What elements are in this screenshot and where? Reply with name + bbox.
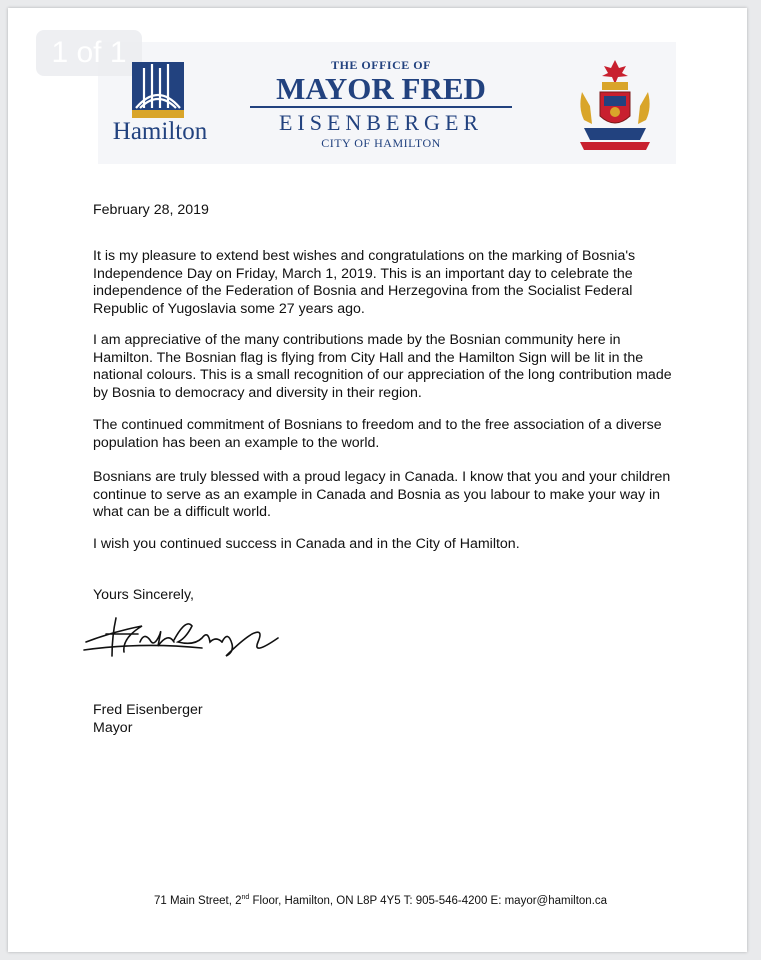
hamilton-logo-text: Hamilton bbox=[112, 118, 208, 145]
letter-paragraph: I wish you continued success in Canada and in the City of Hamilton. bbox=[93, 536, 520, 553]
city-line: CITY OF HAMILTON bbox=[321, 136, 441, 150]
letter-paragraph: It is my pleasure to extend best wishes and congratulations on the marking of Bosnia's Independence Day on Friday, March 1, 2019. This is an important day to celebrate the independence of the Federation of Bosnia and Herzegovina from the Socialist Federal Republic of Yugoslavia some 27 years ago. bbox=[93, 248, 636, 317]
mayor-letterhead-title bbox=[250, 58, 512, 151]
letter-paragraph: The continued commitment of Bosnians to freedom and to the free association of a diverse population has been an example to the world. bbox=[93, 417, 662, 451]
mayor-line: MAYOR FRED bbox=[276, 71, 486, 106]
office-line: THE OFFICE OF bbox=[331, 58, 431, 72]
letter-closing: Yours Sincerely, bbox=[93, 587, 194, 604]
surname-line: EISENBERGER bbox=[278, 110, 484, 135]
footer-floor-suffix: nd bbox=[241, 894, 250, 901]
letter-paragraph: I am appreciative of the many contributions made by the Bosnian community here in Hamilton. The Bosnian flag is flying from City Hall and the Hamilton Sign will be lit in the national colours. This is a small recognition of our appreciation of the long contribution made by Bosnia to democracy and diversity in their region. bbox=[93, 332, 672, 401]
footer-address-start: 71 Main Street, 2 bbox=[153, 894, 242, 907]
footer-address-end: Floor, Hamilton, ON L8P 4Y5 T: 905-546-4200 E: mayor@hamilton.ca bbox=[249, 894, 608, 907]
signer-title: Mayor bbox=[93, 720, 133, 737]
letter-paragraph: Bosnians are truly blessed with a proud legacy in Canada. I know that you and your children continue to serve as an example in Canada and Bosnia as you labour to make your way in what can be a difficult world. bbox=[93, 469, 671, 521]
letter-footer bbox=[0, 894, 761, 907]
coat-of-arms-icon bbox=[574, 58, 656, 152]
letter-date: February 28, 2019 bbox=[93, 202, 209, 218]
page-indicator: 1 of 1 bbox=[36, 30, 142, 76]
signature-image bbox=[82, 612, 286, 660]
signer-name: Fred Eisenberger bbox=[93, 702, 203, 719]
letterhead-divider bbox=[250, 106, 512, 108]
hamilton-logo-icon bbox=[132, 62, 184, 118]
